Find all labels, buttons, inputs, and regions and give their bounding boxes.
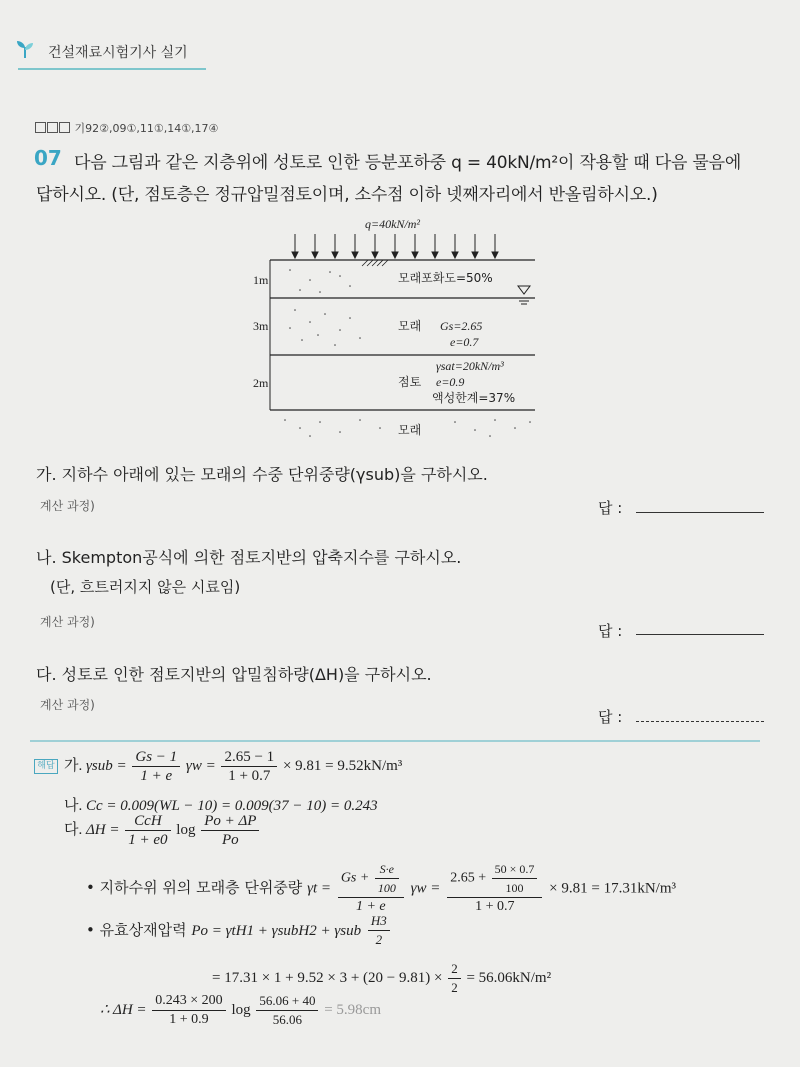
bullet1-label: • 지하수위 위의 모래층 단위중량: [86, 878, 303, 897]
check-box-icon: [47, 122, 58, 133]
solution-c-frac1: $\frac{\text{CcH}}{1 + e0}$: [125, 812, 170, 849]
header-title: 건설재료시험기사 실기: [48, 45, 188, 61]
calc-process-b: 계산 과정): [40, 615, 95, 629]
final-log: log: [231, 1001, 251, 1018]
solution-a-rest: × 9.81 = 9.52kN/m³: [282, 757, 403, 774]
page-header: [0, 36, 205, 68]
solution-c-log: log: [176, 821, 196, 838]
check-box-icon: [35, 122, 46, 133]
calc-process-a: 계산 과정): [40, 499, 95, 513]
bullet2-text: Po = γtH1 + γsubH2 + γsub: [191, 923, 362, 939]
question-source: [35, 120, 218, 136]
layer2-gs: Gs=2.65: [440, 319, 483, 333]
solution-badge: 해답: [34, 759, 58, 774]
load-arrows: [292, 234, 498, 258]
answer-line-a[interactable]: [636, 512, 764, 513]
thickness-2m: 2m: [253, 376, 269, 390]
load-label: q=40kN/m²: [365, 217, 421, 231]
subquestion-b-note: (단, 흐트러지지 않은 시료임): [50, 578, 241, 596]
solution-a-frac2: $\frac{2.65 - 1}{1 + 0.7}$: [221, 748, 277, 785]
layer1-label: 모래포화도=50%: [398, 271, 493, 285]
solution-final: [100, 992, 381, 1029]
bullet2-frac: $\frac{H3}{2}$: [368, 912, 390, 949]
solution-b-label: 나.: [64, 798, 83, 814]
question-number: 07: [34, 146, 62, 170]
subquestion-a: 가. 지하수 아래에 있는 모래의 수중 단위중량(γsub)을 구하시오.: [36, 465, 488, 484]
sand-texture: [284, 269, 531, 437]
solution-c: [64, 812, 261, 849]
solution-a: [64, 748, 402, 785]
solution-bullet1: [86, 860, 676, 916]
layer4-name: 모래: [398, 423, 422, 437]
thickness-3m: 3m: [253, 319, 269, 333]
solution-c-label: 다.: [64, 821, 83, 838]
solution-a-frac1: $\frac{Gs - 1}{1 + e}$: [132, 748, 180, 785]
bullet2-label: • 유효상재압력: [86, 921, 187, 939]
line3-frac: $\frac{2}{2}$: [448, 960, 461, 997]
answer-label-b: 답 :: [598, 622, 623, 640]
layer3-gamma: γsat=20kN/m³: [436, 359, 504, 373]
final-frac2: $\frac{56.06 + 40}{56.06}$: [256, 992, 318, 1029]
answer-line-b[interactable]: [636, 634, 764, 635]
solution-a-lhs: γsub =: [86, 757, 127, 774]
question-text-line1: 다음 그림과 같은 지층위에 성토로 인한 등분포하중 q = 40kN/m²이 작용할 때 다음 물음에: [74, 153, 742, 173]
ground-hatch: [362, 260, 388, 266]
bullet1-mid: γw =: [410, 880, 441, 897]
water-table-icon: [517, 286, 531, 304]
solution-a-mid: γw =: [185, 757, 216, 774]
bullet1-rest: × 9.81 = 17.31kN/m³: [549, 880, 676, 897]
solution-c-frac2: $\frac{Po + \Delta P}{Po}$: [201, 812, 259, 849]
answer-label-a: 답 :: [598, 499, 623, 517]
calc-process-c: 계산 과정): [40, 698, 95, 712]
bullet1-frac2: 2.65 + $\frac{50 \times 0.7}{100}$ 1 + 0.7: [447, 860, 542, 916]
question-text-line2: 답하시오. (단, 점토층은 정규압밀점토이며, 소수점 이하 넷째자리에서 반올림하시오.): [36, 185, 658, 205]
solution-bullet2: [86, 912, 392, 949]
solution-b-text: Cc = 0.009(WL − 10) = 0.009(37 − 10) = 0.243: [86, 798, 378, 814]
subquestion-b: 나. Skempton공식에 의한 점토지반의 압축지수를 구하시오.: [36, 548, 462, 567]
solution-c-lhs: ΔH =: [86, 821, 120, 838]
section-divider: [30, 740, 760, 742]
layer3-ll: 액성한계=37%: [432, 391, 516, 405]
bullet1-lhs: γt =: [307, 880, 332, 897]
layer3-e: e=0.9: [436, 375, 465, 389]
final-frac1: $\frac{0.243 \times 200}{1 + 0.9}$: [152, 992, 225, 1029]
line3-text: = 17.31 × 1 + 9.52 × 3 + (20 − 9.81) ×: [212, 969, 443, 986]
bullet1-frac1: Gs + $\frac{S\cdot e}{100}$ 1 + e: [338, 860, 404, 916]
answer-line-c[interactable]: [636, 721, 764, 722]
header-underline: [18, 68, 206, 70]
solution-a-label: 가.: [64, 757, 83, 774]
thickness-1m: 1m: [253, 273, 269, 287]
source-text: 기92②,09①,11①,14①,17④: [74, 122, 219, 135]
line3-rest: = 56.06kN/m²: [466, 969, 552, 986]
final-rest: = 5.98cm: [324, 1001, 381, 1018]
layer2-name: 모래: [398, 319, 422, 333]
check-box-icon: [59, 122, 70, 133]
layer3-name: 점토: [398, 375, 422, 389]
final-lhs: ∴ ΔH =: [100, 1001, 147, 1018]
layer2-e: e=0.7: [450, 335, 479, 349]
sprout-icon: [14, 38, 36, 60]
subquestion-c: 다. 성토로 인한 점토지반의 압밀침하량(ΔH)을 구하시오.: [36, 665, 432, 684]
answer-label-c: 답 :: [598, 708, 623, 726]
soil-profile-figure: [240, 210, 560, 450]
